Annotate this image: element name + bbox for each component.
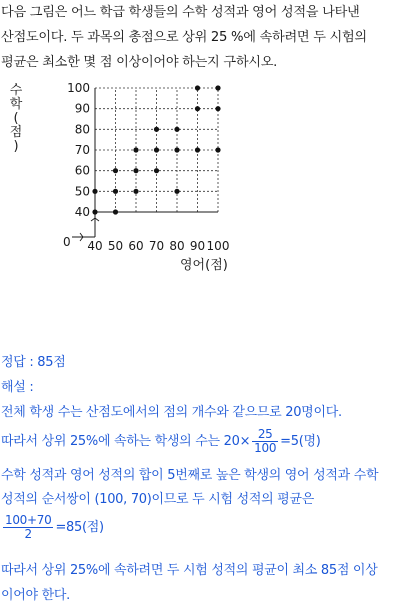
average-denominator: 2 [24, 527, 32, 541]
y-tick-label: 70 [74, 143, 90, 157]
y-tick-label: 100 [67, 81, 90, 95]
axes [72, 88, 218, 241]
fraction-25-100 [252, 428, 278, 455]
x-tick-label: 80 [169, 239, 185, 253]
times-sign: × [239, 434, 251, 449]
data-point [215, 147, 220, 152]
y-axis-label: 수 학 ( 점 ) [9, 83, 23, 154]
data-point [174, 147, 179, 152]
problem-line-1: 다음 그림은 어느 학급 학생들의 수학 성적과 영어 성적을 나타낸 [1, 5, 360, 20]
line2-result: =5(명) [280, 434, 321, 449]
explanation-line-1: 전체 학생 수는 산점도에서의 점의 개수와 같으므로 20명이다. [1, 405, 342, 420]
data-point [174, 127, 179, 132]
explanation-line-6: 이어야 한다. [1, 588, 70, 603]
average-equation [1, 514, 104, 541]
data-point [154, 168, 159, 173]
fraction-denominator: 100 [254, 441, 277, 455]
average-numerator: 100+70 [5, 513, 52, 527]
explanation-line-4: 성적의 순서쌍이 (100, 70)이므로 두 시험 성적의 평균은 [1, 492, 314, 507]
x-tick-label: 70 [148, 239, 165, 253]
explanation-line-5: 따라서 상위 25%에 속하려면 두 시험 성적의 평균이 최소 85점 이상 [1, 563, 378, 578]
data-point [195, 85, 200, 90]
data-point [133, 168, 138, 173]
data-point [92, 189, 97, 194]
fraction-numerator: 25 [252, 428, 278, 442]
data-point [133, 147, 138, 152]
data-point [113, 189, 118, 194]
problem-line-2: 산점도이다. 두 과목의 총점으로 상위 25 %에 속하려면 두 시험의 [1, 30, 367, 45]
answer-text: 정답 : 85점 [1, 355, 66, 370]
x-tick-label: 90 [189, 239, 206, 253]
explanation-heading: 해설 : [1, 380, 34, 395]
data-point [113, 168, 118, 173]
y-tick-label: 90 [74, 101, 90, 116]
y-tick-label: 50 [74, 184, 90, 199]
tick-labels [67, 81, 229, 253]
data-point [113, 209, 118, 214]
data-point [154, 147, 159, 152]
y-tick-label: 80 [74, 122, 90, 137]
explanation-line-2 [1, 428, 321, 455]
data-point [174, 189, 179, 194]
x-tick-label: 100 [206, 239, 230, 253]
line2-count: 20 [223, 434, 240, 449]
problem-text [1, 0, 399, 75]
data-point [154, 127, 159, 132]
x-tick-label: 50 [107, 239, 124, 253]
data-point [195, 147, 200, 152]
x-tick-label: 60 [128, 239, 144, 253]
line2-prefix: 따라서 상위 25%에 속하는 학생의 수는 [1, 434, 224, 449]
x-axis-label: 영어(점) [180, 258, 228, 273]
data-point [215, 85, 220, 90]
scatter-plot [0, 74, 240, 274]
problem-line-3: 평균은 최소한 몇 점 이상이어야 하는지 구하시오. [1, 55, 278, 70]
data-point [92, 209, 97, 214]
y-tick-label: 40 [74, 205, 90, 219]
data-point [195, 106, 200, 111]
average-fraction [3, 514, 53, 541]
data-point [133, 189, 138, 194]
y-tick-label: 60 [74, 163, 90, 178]
x-tick-label: 40 [87, 239, 103, 253]
origin-label: 0 [63, 235, 71, 249]
explanation-line-3: 수학 성적과 영어 성적의 합이 5번째로 높은 학생의 영어 성적과 수학 [1, 468, 379, 483]
data-point [215, 106, 220, 111]
average-result: =85(점) [55, 520, 104, 535]
